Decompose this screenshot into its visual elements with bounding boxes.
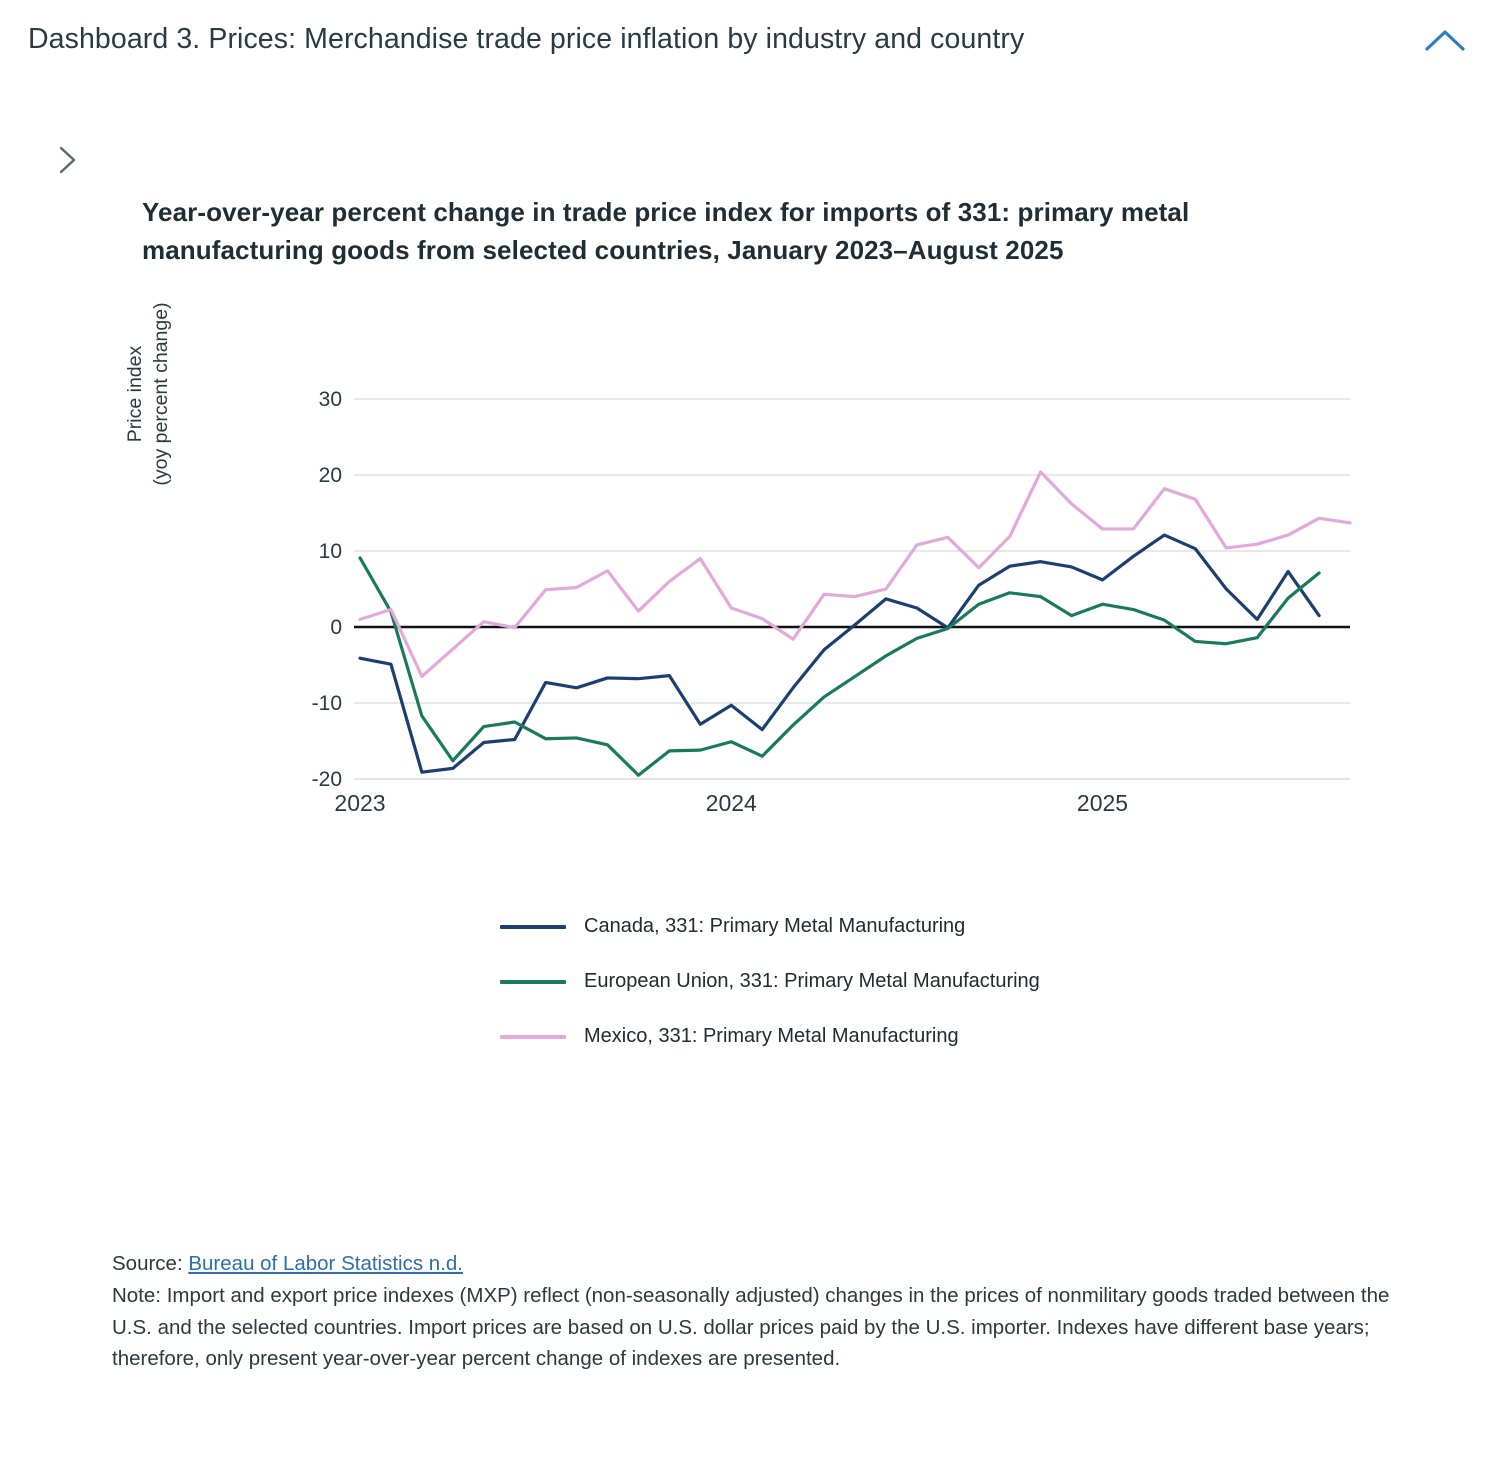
- footnote: [112, 1248, 1402, 1375]
- chart-plot-area: [124, 302, 1410, 839]
- dashboard-header: [0, 0, 1499, 100]
- legend-item[interactable]: [500, 954, 1440, 1009]
- legend-item[interactable]: [500, 899, 1440, 954]
- legend-swatch-mexico: [500, 1035, 566, 1039]
- chevron-right-icon[interactable]: [52, 140, 88, 180]
- y-tick-label: 30: [318, 388, 342, 412]
- y-axis-label-line2: (yoy percent change): [150, 302, 173, 486]
- x-tick-label: 2024: [705, 790, 757, 817]
- y-tick-label: 0: [330, 616, 342, 640]
- legend-label-european-union: European Union, 331: Primary Metal Manufacturing: [584, 970, 1040, 993]
- series-line: [360, 535, 1319, 772]
- note-text: Note: Import and export price indexes (MXP) reflect (non-seasonally adjusted) changes in the prices of nonmilitary goods traded between the U.S. and the selected countries. Import prices are based on U.S. dollar prices paid by the U.S. importer. Indexes have different base years; therefore, only present year-over-year percent change of indexes are presented.: [112, 1283, 1390, 1371]
- legend-item[interactable]: [500, 1009, 1440, 1064]
- source-line: [112, 1248, 1402, 1280]
- legend-label-canada: Canada, 331: Primary Metal Manufacturing: [584, 915, 966, 938]
- chart-legend: [500, 899, 1440, 1064]
- legend-swatch-european-union: [500, 980, 566, 984]
- line-chart: [140, 379, 1410, 839]
- y-tick-label: -20: [311, 768, 342, 792]
- series-line: [360, 472, 1350, 676]
- y-tick-label: 20: [318, 464, 342, 488]
- series-line: [360, 558, 1319, 775]
- chart-card: [110, 180, 1440, 1064]
- chart-title: Year-over-year percent change in trade price index for imports of 331: primary metal manufacturing goods from selected countries, January 2023–August 2025: [142, 197, 1190, 265]
- legend-label-mexico: Mexico, 331: Primary Metal Manufacturing: [584, 1025, 959, 1048]
- page-title: Dashboard 3. Prices: Merchandise trade price inflation by industry and country: [28, 23, 1025, 55]
- source-link[interactable]: Bureau of Labor Statistics n.d.: [188, 1252, 463, 1275]
- y-tick-label: -10: [311, 692, 342, 716]
- legend-swatch-canada: [500, 925, 566, 929]
- x-tick-label: 2025: [1076, 790, 1129, 817]
- y-tick-label: 10: [318, 540, 342, 564]
- chevron-up-icon[interactable]: [1421, 24, 1469, 64]
- y-axis-label-line1: Price index: [124, 346, 146, 443]
- x-tick-label: 2023: [334, 790, 386, 817]
- source-label: Source:: [112, 1252, 183, 1275]
